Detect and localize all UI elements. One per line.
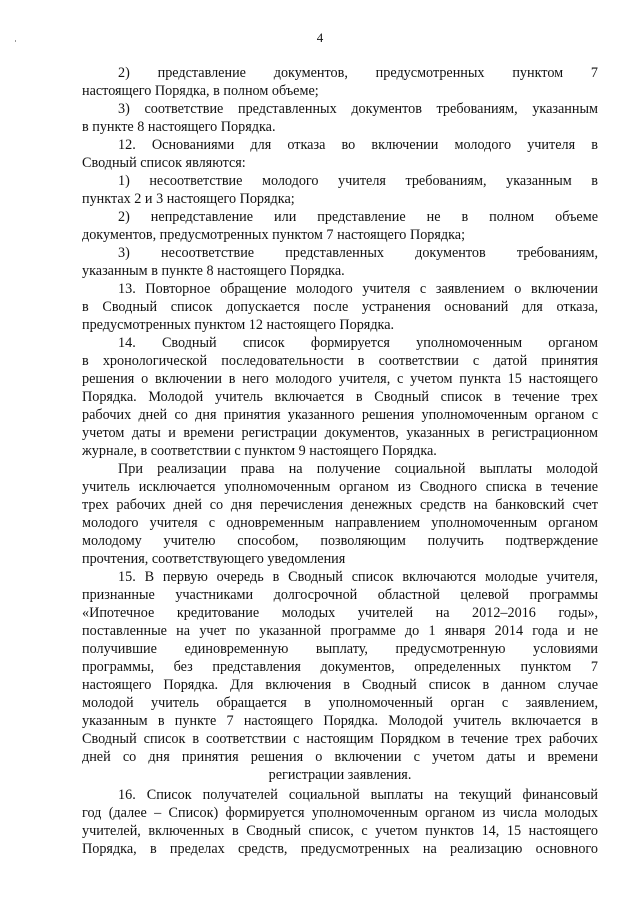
text-line: 14. Сводный список формируется уполномоченным органом	[118, 335, 598, 351]
text-line: документов, предусмотренных пунктом 7 настоящего Порядка;	[82, 227, 466, 243]
text-line: молодого учителя с одновременным направлением уполномоченным органом	[82, 515, 598, 531]
text-line: трех рабочих дней со дня перечисления денежных средств на банковский счет	[82, 497, 598, 513]
text-line: 16. Список получателей социальной выплаты на текущий финансовый	[118, 787, 598, 803]
text-line: год (далее – Список) формируется уполномоченным органом из числа молодых	[82, 805, 598, 821]
text-line: в хронологической последовательности в соответствии с датой принятия	[82, 353, 598, 369]
text-line: При реализации права на получение социальной выплаты молодой	[118, 461, 598, 477]
text-line: в пункте 8 настоящего Порядка.	[82, 119, 276, 135]
text-line: молодому учителю способом, позволяющим получить подтверждение	[82, 533, 598, 549]
text-line: учителей, включенных в Сводный список, с учетом пунктов 14, 15 настоящего	[82, 823, 598, 839]
text-line: указанным в пункте 8 настоящего Порядка.	[82, 263, 345, 279]
text-line: получившие единовременную выплату, предусмотренную условиями	[82, 641, 598, 657]
page-number: 4	[316, 30, 324, 45]
text-line: рабочих дней со дня принятия указанного решения уполномоченным органом с	[82, 407, 598, 423]
text-line: 1) несоответствие молодого учителя требованиям, указанным в	[118, 173, 598, 189]
text-line: «Ипотечное кредитование молодых учителей на 2012–2016 годы»,	[82, 605, 598, 621]
text-line: 12. Основаниями для отказа во включении молодого учителя в	[118, 137, 598, 153]
text-line: указанным в пункте 7 настоящего Порядка. Молодой учитель включается в	[82, 713, 598, 729]
text-line: 3) несоответствие представленных документов требованиям,	[118, 245, 598, 261]
text-line: Сводный список в соответствии с настоящим Порядком в течение трех рабочих	[82, 731, 598, 747]
text-line: 2) представление документов, предусмотренных пунктом 7	[118, 65, 598, 81]
text-line: настоящего Порядка. Для включения в Сводный список в данном случае	[82, 677, 598, 693]
text-line: 15. В первую очередь в Сводный список включаются молодые учителя,	[118, 569, 598, 585]
text-line: решения о включении в него молодого учителя, с учетом пункта 15 настоящего	[82, 371, 598, 387]
text-line: признанные участниками долгосрочной областной целевой программы	[82, 587, 598, 603]
text-line: 2) непредставление или представление не в полном объеме	[118, 209, 598, 225]
text-line: Порядка, в пределах средств, предусмотренных на реализацию основного	[82, 841, 598, 857]
text-line: прочтения, соответствующего уведомления	[82, 551, 346, 567]
text-line: Порядка. Молодой учитель включается в Сводный список в течение трех	[82, 389, 598, 405]
text-line: настоящего Порядка, в полном объеме;	[82, 83, 319, 99]
text-line: регистрации заявления.	[268, 767, 412, 783]
text-line: журнале, в соответствии с пунктом 9 настоящего Порядка.	[82, 443, 437, 459]
text-line: 13. Повторное обращение молодого учителя с заявлением о включении	[118, 281, 598, 297]
text-line: программы, без представления документов, определенных пунктом 7	[82, 659, 598, 675]
text-line: учетом даты и времени регистрации документов, указанных в регистрационном	[82, 425, 598, 441]
text-line: дней со дня принятия решения о включении с учетом даты и времени	[82, 749, 598, 765]
text-line: пунктах 2 и 3 настоящего Порядка;	[82, 191, 295, 207]
text-line: 3) соответствие представленных документов требованиям, указанным	[118, 101, 598, 117]
text-line: предусмотренных пунктом 12 настоящего Порядка.	[82, 317, 395, 333]
text-line: учитель исключается уполномоченным органом из Сводного списка в течение	[82, 479, 598, 495]
text-line: молодой учитель обращается в уполномоченный орган с заявлением,	[82, 695, 598, 711]
text-line: Сводный список являются:	[82, 155, 246, 171]
text-line: поставленные на учет по указанной программе до 1 января 2014 года и не	[82, 623, 598, 639]
text-line: в Сводный список допускается после устранения оснований для отказа,	[82, 299, 598, 315]
